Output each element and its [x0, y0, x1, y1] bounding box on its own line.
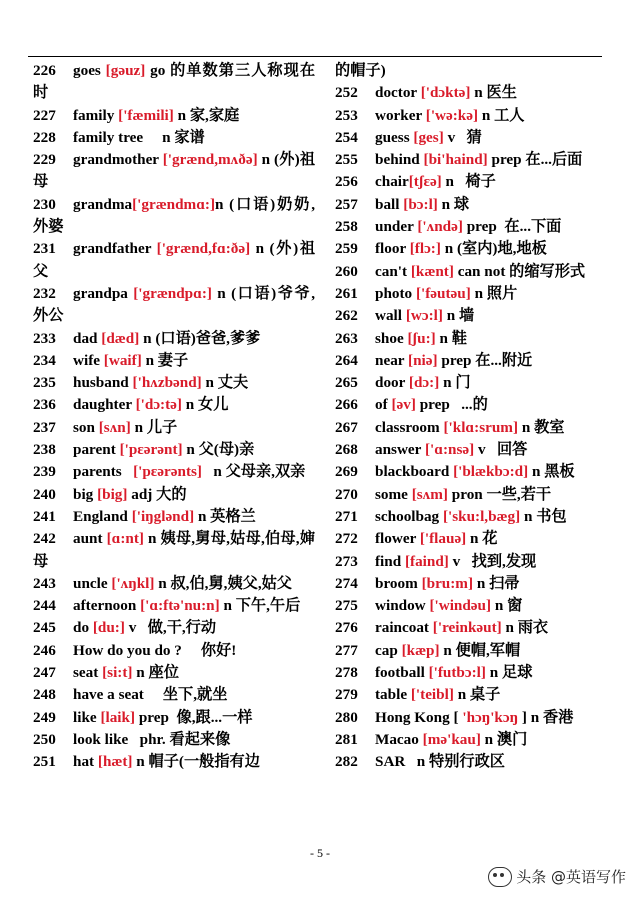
entry-phonetic: [gəuz] [105, 62, 146, 79]
vocab-entry [335, 82, 617, 104]
entry-word: blackboard [375, 463, 454, 481]
entry-word: behind [375, 151, 424, 169]
vocab-entry [335, 127, 617, 149]
vocab-entry [335, 439, 617, 461]
entry-word: door [375, 374, 409, 392]
entry-word: photo [375, 284, 416, 302]
vocab-entry [335, 394, 617, 416]
vocab-entry [335, 617, 617, 639]
entry-phonetic: [wɔ:l] [405, 307, 443, 325]
entry-number: 259 [335, 240, 358, 258]
vocab-entry [33, 729, 315, 751]
entry-number: 270 [335, 485, 358, 503]
entry-word: ball [375, 195, 404, 213]
entry-phonetic: ['klɑ:srum] [443, 418, 519, 436]
entry-word: wall [375, 307, 406, 325]
entry-phonetic: [sʌm] [411, 485, 448, 503]
vocab-entry [33, 372, 315, 394]
vocab-entry [33, 328, 315, 350]
entry-definition: n 球 [437, 195, 470, 213]
entry-word: window [375, 597, 430, 615]
vocab-entry [335, 105, 617, 127]
entry-definition: n 书包 [520, 507, 567, 525]
entry-number: 248 [33, 686, 56, 704]
entry-phonetic: ['teibl] [410, 686, 454, 704]
entry-phonetic: ['ʌŋkl] [111, 574, 155, 592]
entry-phonetic: [faind] [404, 552, 449, 570]
entry-number: 256 [335, 173, 358, 191]
entry-definition: v 回答 [474, 441, 528, 459]
entry-phonetic: ['wə:kə] [425, 106, 479, 124]
entry-phonetic: [si:t] [102, 664, 133, 682]
entry-number: 262 [335, 307, 358, 325]
vocab-entry [33, 662, 315, 684]
entry-word: family [73, 106, 119, 124]
entry-phonetic: [dæd] [101, 329, 140, 347]
entry-phonetic: [tʃɛə] [408, 173, 442, 191]
entry-phonetic: ['hʌzbənd] [132, 374, 202, 392]
entry-number: 272 [335, 530, 358, 548]
vocab-entry [335, 528, 617, 550]
entry-word: husband [73, 374, 133, 392]
entry-word: afternoon [73, 597, 141, 615]
wechat-logo-icon [488, 867, 512, 887]
entry-word: How do you do ? 你好! [73, 641, 237, 659]
vocab-entry [335, 60, 617, 82]
entry-number: 276 [335, 619, 358, 637]
entry-number: 273 [335, 552, 358, 570]
entry-number: 231 [33, 240, 56, 258]
entry-number: 269 [335, 463, 358, 481]
entry-number: 226 [33, 62, 56, 79]
entry-definition: n 医生 [470, 84, 517, 102]
entry-number: 228 [33, 128, 56, 146]
entry-word: guess [375, 128, 414, 146]
header-rule [28, 56, 602, 57]
entry-phonetic: ['flauə] [419, 530, 467, 548]
vocab-entry [335, 194, 617, 216]
left-column [33, 60, 315, 774]
entry-word: parent [73, 441, 120, 459]
entry-phonetic: ['reinkəut] [432, 619, 502, 637]
entry-definition: n 女儿 [181, 396, 229, 414]
entry-word: seat [73, 664, 103, 682]
entry-definition: n 桌子 [453, 686, 501, 704]
vocab-entry [335, 328, 617, 350]
vocab-entry [335, 305, 617, 327]
entry-phonetic: ['sku:l,bæg] [442, 507, 521, 525]
entry-number: 237 [33, 418, 56, 436]
entry-word: Hong Kong [ [375, 708, 463, 726]
vocab-entry [335, 261, 617, 283]
entry-number: 277 [335, 641, 358, 659]
vocab-entry [33, 684, 315, 706]
entry-word: dad [73, 329, 102, 347]
entry-phonetic: [niə] [408, 351, 438, 369]
entry-word: grandmother [73, 151, 163, 169]
vocab-entry [335, 751, 617, 773]
entry-definition: n 鞋 [435, 329, 467, 347]
entry-number: 274 [335, 574, 358, 592]
entry-word: grandma [73, 195, 133, 213]
entry-definition: n 照片 [470, 284, 518, 302]
entry-number: 227 [33, 106, 56, 124]
entry-phonetic: [waif] [103, 351, 142, 369]
entry-number: 278 [335, 664, 358, 682]
entry-word: hat [73, 753, 98, 771]
entry-number: 253 [335, 106, 358, 124]
vocab-entry [335, 573, 617, 595]
entry-number: 264 [335, 351, 358, 369]
vocab-entry [335, 171, 617, 193]
vocab-entry [33, 394, 315, 416]
entry-definition: n 教室 [518, 418, 565, 436]
entry-word: uncle [73, 574, 112, 592]
entry-phonetic: 'hɔŋ'kɔŋ [462, 708, 519, 726]
vocab-entry [33, 350, 315, 372]
entry-phonetic: ['grænd,mʌðə] [162, 151, 258, 169]
vocab-entry [335, 729, 617, 751]
entry-definition: n 椅子 [441, 173, 496, 191]
entry-definition: n 扫帚 [473, 574, 520, 592]
entry-phonetic: [ɑ:nt] [106, 530, 144, 548]
entry-word: near [375, 351, 409, 369]
entry-number: 241 [33, 507, 56, 525]
entry-word: England [73, 507, 132, 525]
entry-number: 239 [33, 463, 56, 481]
entry-phonetic: [ges] [413, 128, 444, 146]
entry-definition: n 英格兰 [194, 507, 256, 525]
entry-number: 229 [33, 151, 56, 169]
entry-phonetic: ['fæmili] [118, 106, 174, 124]
entry-word: shoe [375, 329, 408, 347]
entry-phonetic: [bɔ:l] [403, 195, 438, 213]
entry-number: 261 [335, 284, 358, 302]
vocab-entry [33, 640, 315, 662]
entry-number: 230 [33, 195, 56, 213]
entry-number: 243 [33, 574, 56, 592]
entry-phonetic: [sʌn] [98, 418, 131, 436]
vocab-entry [33, 60, 315, 105]
entry-word: SAR n 特别行政区 [375, 753, 505, 771]
entry-definition: n 下午,午后 [219, 597, 301, 615]
entry-phonetic: [əv] [391, 396, 416, 414]
entry-definition: n (外)祖母 [33, 151, 316, 191]
entry-number: 268 [335, 441, 358, 459]
vocab-entry [33, 105, 315, 127]
entry-number: 240 [33, 485, 56, 503]
entry-number: 257 [335, 195, 358, 213]
vocab-entry [335, 684, 617, 706]
entry-number: 260 [335, 262, 358, 280]
entry-number: 251 [33, 753, 56, 771]
entry-phonetic: ['ɑ:ftə'nu:n] [140, 597, 220, 615]
right-column [335, 60, 617, 774]
entry-number: 235 [33, 374, 56, 392]
entry-phonetic: [kæp] [401, 641, 440, 659]
entry-word: table [375, 686, 411, 704]
entry-word: football [375, 664, 429, 682]
entry-number: 232 [33, 284, 56, 302]
vocab-entry [33, 127, 315, 149]
entry-word: cap [375, 641, 402, 659]
vocab-entry [335, 283, 617, 305]
entry-definition: n (口语)奶奶,外婆 [33, 195, 315, 236]
entry-number: 282 [335, 753, 358, 771]
entry-word: under [375, 218, 418, 236]
entry-phonetic: [dɔ:] [408, 374, 440, 392]
vocab-entry [33, 528, 315, 573]
vocab-entry [335, 551, 617, 573]
entry-number: 244 [33, 597, 56, 615]
entry-definition: v 找到,发现 [448, 552, 537, 570]
entry-word: can't [375, 262, 411, 280]
vocab-entry [335, 216, 617, 238]
entry-definition: n 黑板 [528, 463, 575, 481]
entry-phonetic: [du:] [92, 619, 125, 637]
entry-phonetic: ['ɑ:nsə] [424, 441, 475, 459]
vocab-entry [335, 149, 617, 171]
entry-number: 275 [335, 597, 358, 615]
vocab-entry [335, 506, 617, 528]
entry-phonetic: [ʃu:] [407, 329, 436, 347]
vocab-entry [335, 238, 617, 260]
entry-phonetic: ['pɛərənt] [119, 441, 183, 459]
entry-word: parents [73, 463, 134, 481]
vocab-entry [33, 461, 315, 483]
entry-word: floor [375, 240, 410, 258]
entry-phonetic: ['iŋglənd] [131, 507, 195, 525]
entry-word: wife [73, 351, 104, 369]
entry-phonetic: ['grændmɑ:] [132, 195, 216, 213]
entry-word: son [73, 418, 99, 436]
entry-number: 265 [335, 374, 358, 392]
entry-definition: n 门 [439, 374, 471, 392]
entry-number: 263 [335, 329, 358, 347]
entry-word: some [375, 485, 412, 503]
page-number: - 5 - [310, 846, 330, 860]
entry-phonetic: ['grænd,fɑ:ðə] [156, 240, 251, 258]
entry-definition: pron 一些,若干 [447, 485, 552, 503]
vocab-entry [33, 149, 315, 194]
entry-number: 254 [335, 128, 358, 146]
entry-definition: n 墙 [442, 307, 475, 325]
entry-phonetic: ['dɔ:tə] [135, 396, 182, 414]
entry-definition: n 家,家庭 [173, 106, 240, 124]
vocab-entry [33, 751, 315, 773]
vocab-entry [33, 484, 315, 506]
entry-number: 258 [335, 218, 358, 236]
entry-number: 238 [33, 441, 56, 459]
vocab-entry [33, 506, 315, 528]
entry-definition: v 猜 [443, 128, 482, 146]
entry-definition: n 妻子 [141, 351, 189, 369]
entry-word: chair [375, 173, 409, 191]
entry-definition: n 帽子(一般指有边 [132, 753, 260, 771]
vocab-entry [335, 350, 617, 372]
entry-definition: prep 在...下面 [462, 218, 562, 236]
entry-definition: n 儿子 [130, 418, 178, 436]
entry-definition: n 父(母)亲 [182, 441, 255, 459]
entry-word: goes [73, 62, 106, 79]
watermark-text: 头条 @英语写作 [516, 868, 626, 886]
entry-definition: n (室内)地,地板 [440, 240, 547, 258]
entry-definition: prep ...的 [415, 396, 488, 414]
entry-definition: can not 的缩写形式 [453, 262, 586, 280]
entry-word: aunt [73, 530, 107, 548]
entry-word: schoolbag [375, 507, 443, 525]
entry-phonetic: ['windəu] [429, 597, 492, 615]
entry-definition: n 澳门 [480, 730, 528, 748]
vocab-entry [33, 194, 315, 239]
vocab-entry [33, 573, 315, 595]
entry-number: 280 [335, 708, 358, 726]
vocab-entry [33, 617, 315, 639]
entry-definition: n (外)祖父 [33, 240, 316, 280]
entry-word: 的帽子) [335, 62, 386, 79]
vocab-entry [335, 372, 617, 394]
entry-word: daughter [73, 396, 136, 414]
entry-number: 250 [33, 730, 56, 748]
entry-word: like [73, 708, 101, 726]
entry-definition: n 父母亲,双亲 [201, 463, 306, 481]
entry-word: broom [375, 574, 422, 592]
entry-phonetic: [laik] [100, 708, 136, 726]
entry-phonetic: ['futbɔ:l] [428, 664, 486, 682]
entry-word: flower [375, 530, 420, 548]
entry-definition: n 窗 [491, 597, 523, 615]
vocab-entry [335, 461, 617, 483]
entry-word: find [375, 552, 405, 570]
entry-word: answer [375, 441, 425, 459]
entry-number: 242 [33, 530, 56, 548]
entry-phonetic: ['grændpɑ:] [133, 284, 212, 302]
vocab-entry [335, 662, 617, 684]
vocab-entry [335, 707, 617, 729]
entry-phonetic: [bru:m] [421, 574, 474, 592]
entry-number: 234 [33, 351, 56, 369]
entry-number: 255 [335, 151, 358, 169]
entry-phonetic: [hæt] [97, 753, 133, 771]
vocab-entry [33, 283, 315, 328]
entry-phonetic: [bi'haind] [423, 151, 488, 169]
entry-number: 233 [33, 329, 56, 347]
entry-number: 247 [33, 664, 56, 682]
entry-phonetic: [mə'kau] [422, 730, 481, 748]
entry-definition: n 花 [466, 530, 498, 548]
entry-number: 245 [33, 619, 56, 637]
entry-word: classroom [375, 418, 444, 436]
entry-word: of [375, 396, 392, 414]
entry-phonetic: [kænt] [410, 262, 454, 280]
entry-definition: prep 像,跟...一样 [135, 708, 253, 726]
entry-definition: n (口语)爷爷,外公 [33, 284, 315, 325]
vocab-entry [33, 439, 315, 461]
entry-definition: n 座位 [132, 664, 179, 682]
entry-definition: adj 大的 [127, 485, 187, 503]
entry-definition: n 丈夫 [201, 374, 249, 392]
entry-number: 271 [335, 507, 358, 525]
entry-number: 236 [33, 396, 56, 414]
entry-definition: n (口语)爸爸,爹爹 [139, 329, 261, 347]
watermark [488, 866, 626, 887]
entry-definition: go 的单数第三人称现在时 [33, 62, 316, 102]
entry-phonetic: ['pɛərənts] [133, 463, 202, 481]
entry-word: look like phr. 看起来像 [73, 730, 231, 748]
entry-definition: n 便帽,军帽 [439, 641, 521, 659]
entry-word: grandpa [73, 284, 134, 302]
entry-word: family tree n 家谱 [73, 128, 205, 146]
entry-definition: prep 在...附近 [437, 351, 533, 369]
entry-word: raincoat [375, 619, 433, 637]
entry-word: worker [375, 106, 426, 124]
entry-definition: v 做,干,行动 [124, 619, 217, 637]
vocab-entry [33, 238, 315, 283]
entry-definition: n 工人 [478, 106, 525, 124]
entry-phonetic: ['blækbɔ:d] [453, 463, 529, 481]
entry-number: 266 [335, 396, 358, 414]
entry-definition: n 足球 [485, 664, 533, 682]
vocab-entry [335, 595, 617, 617]
entry-word: big [73, 485, 98, 503]
entry-word: grandfather [73, 240, 157, 258]
entry-number: 279 [335, 686, 358, 704]
entry-word: doctor [375, 84, 421, 102]
entry-word: Macao [375, 730, 423, 748]
entry-phonetic: [big] [97, 485, 128, 503]
vocab-entry [33, 417, 315, 439]
entry-word: do [73, 619, 93, 637]
entry-phonetic: ['dɔktə] [420, 84, 471, 102]
vocab-entry [33, 595, 315, 617]
entry-phonetic: ['fəutəu] [415, 284, 471, 302]
entry-number: 246 [33, 641, 56, 659]
entry-definition: ] n 香港 [518, 708, 574, 726]
entry-word: have a seat 坐下,就坐 [73, 686, 228, 704]
entry-definition: n 叔,伯,舅,姨父,姑父 [154, 574, 292, 592]
vocab-entry [335, 417, 617, 439]
vocab-entry [335, 640, 617, 662]
entry-number: 252 [335, 84, 358, 102]
entry-definition: n 雨衣 [501, 619, 549, 637]
entry-number: 281 [335, 730, 358, 748]
entry-phonetic: [flɔ:] [409, 240, 441, 258]
entry-number: 249 [33, 708, 56, 726]
vocab-entry [33, 707, 315, 729]
entry-number: 267 [335, 418, 358, 436]
entry-definition: prep 在...后面 [487, 151, 583, 169]
entry-definition: n 姨母,舅母,姑母,伯母,婶母 [33, 530, 316, 570]
vocab-entry [335, 484, 617, 506]
entry-phonetic: ['ʌndə] [417, 218, 463, 236]
